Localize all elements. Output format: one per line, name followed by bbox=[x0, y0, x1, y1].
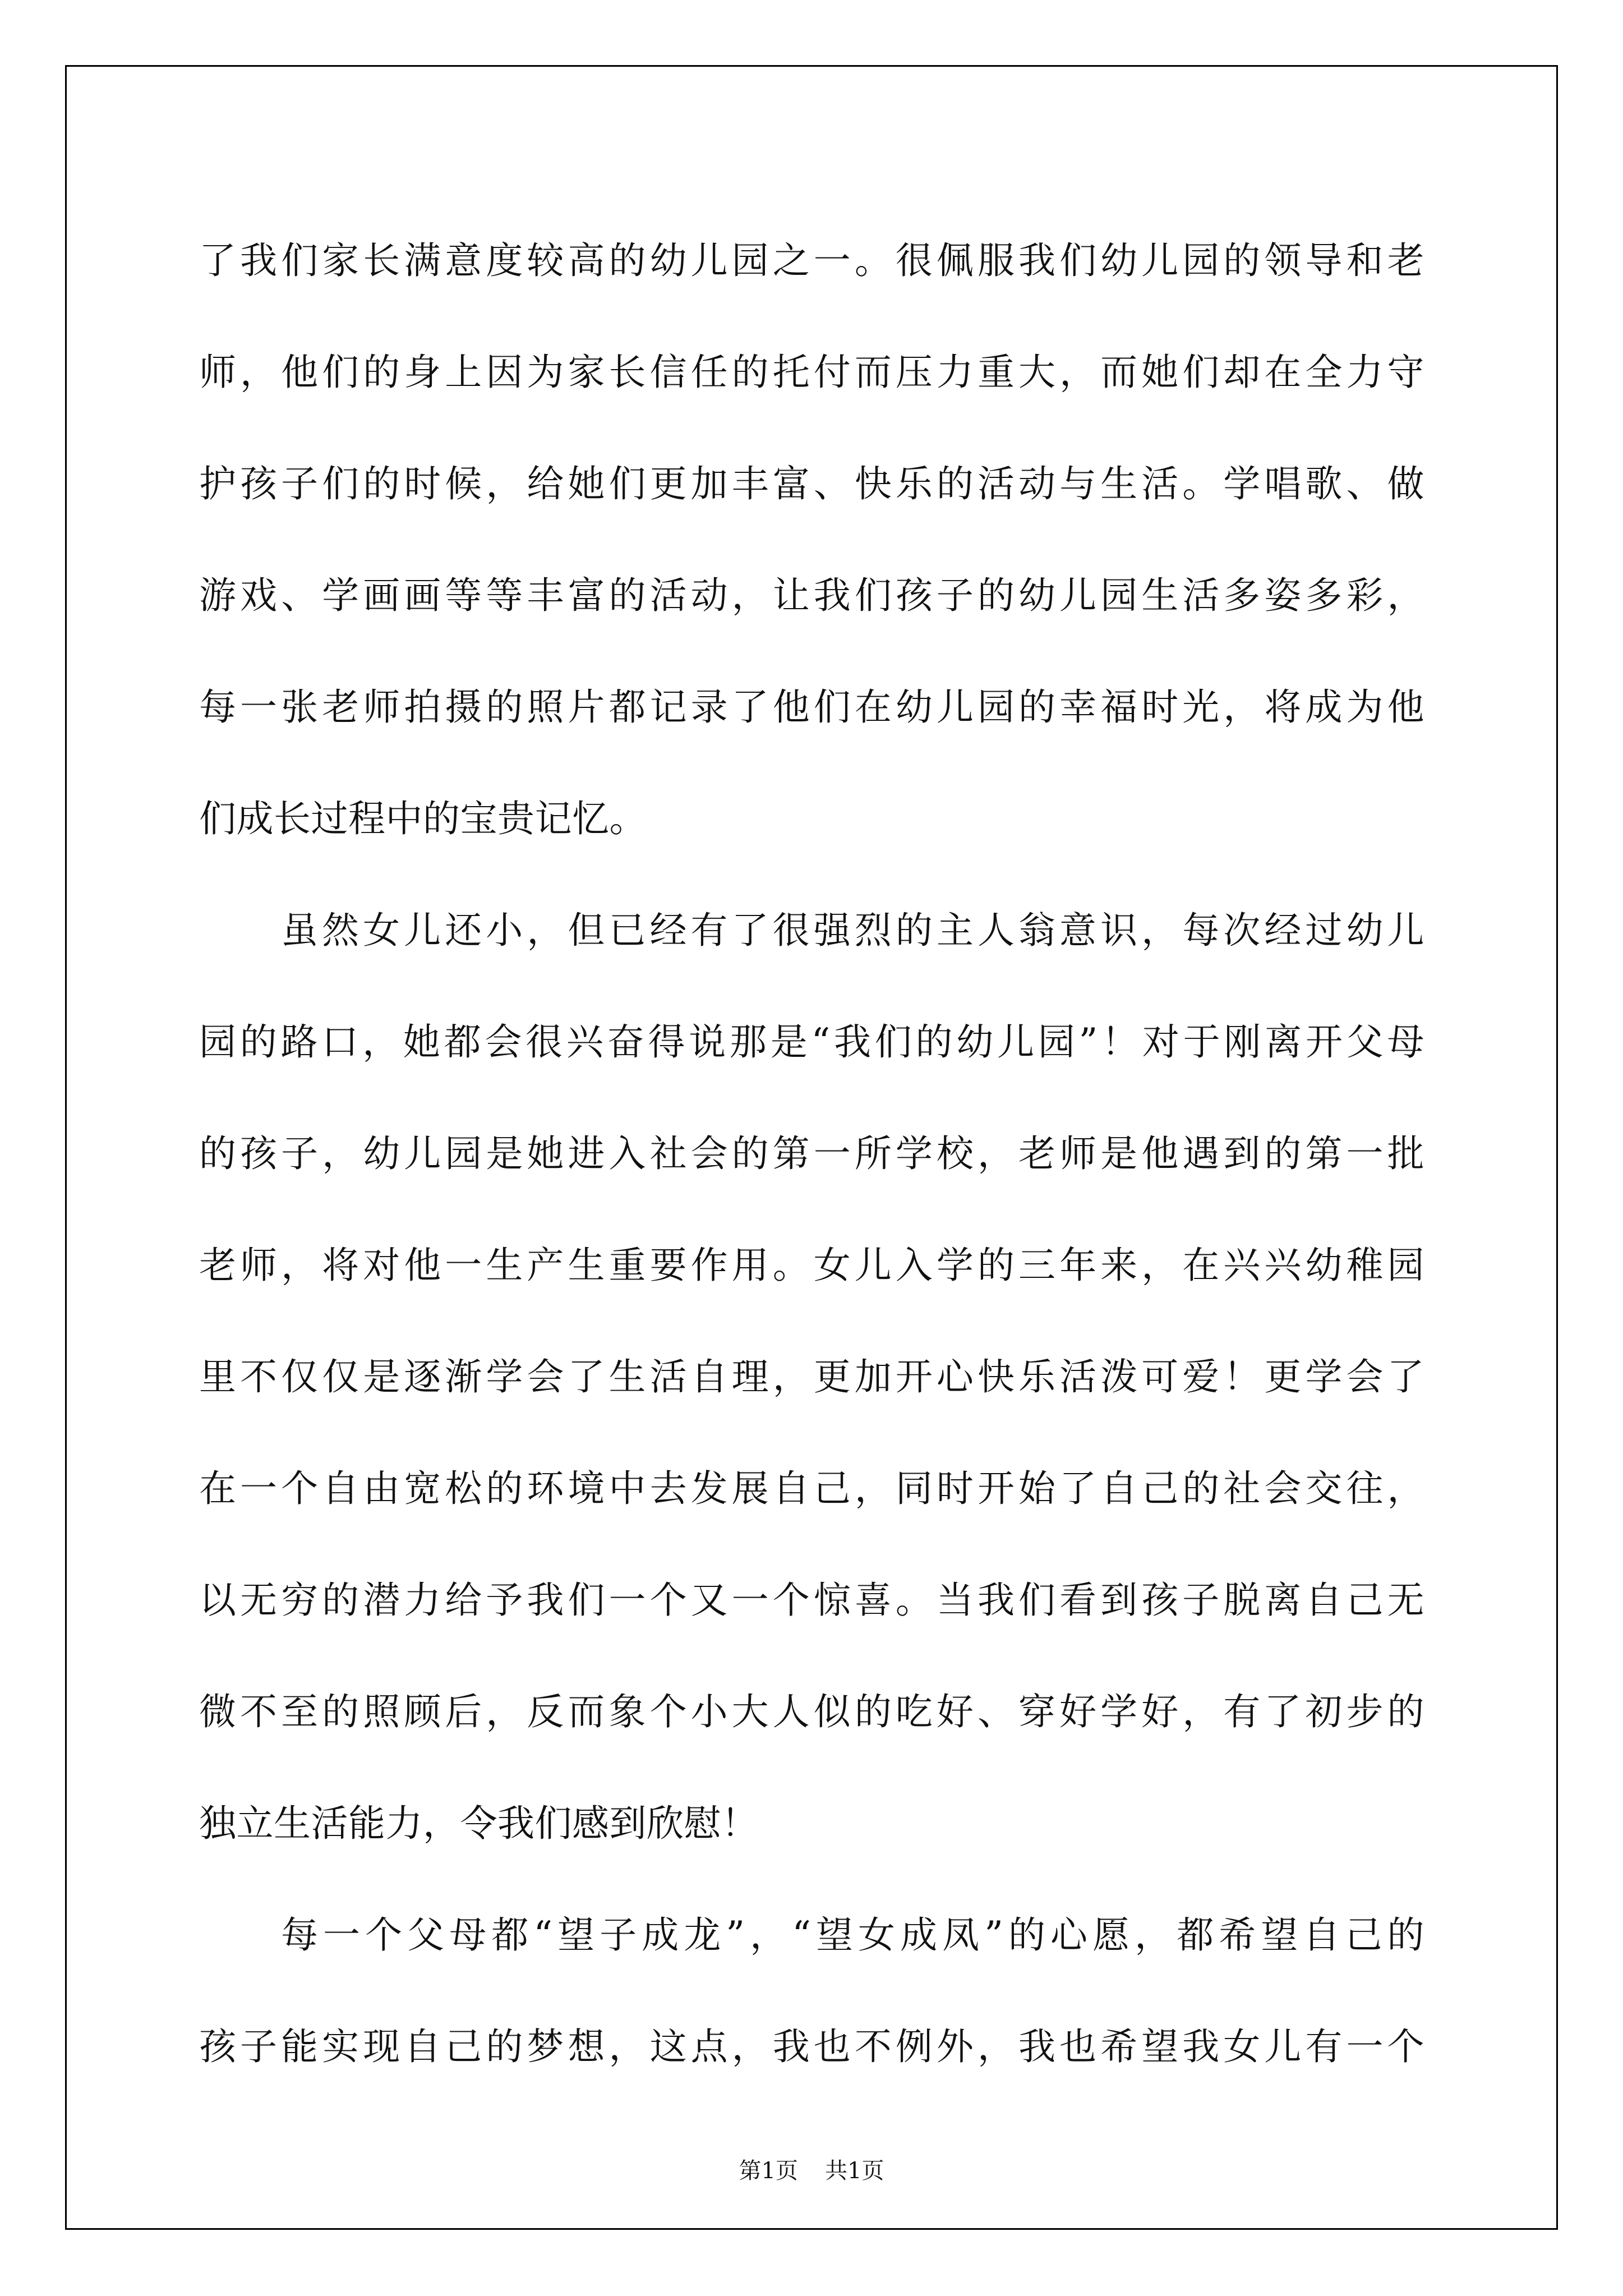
page-footer bbox=[0, 2153, 1623, 2185]
page-total-label: 共1页 bbox=[825, 2158, 884, 2184]
text-line: 老师，将对他一生产生重要作用。女儿入学的三年来，在兴兴幼稚园 bbox=[199, 1244, 1424, 1287]
text-line: 每一个父母都“望子成龙”，“望女成凤”的心愿，都希望自己的 bbox=[281, 1913, 1424, 1957]
text-line: 微不至的照顾后，反而象个小大人似的吃好、穿好学好，有了初步的 bbox=[199, 1690, 1424, 1733]
text-line: 游戏、学画画等等丰富的活动，让我们孩子的幼儿园生活多姿多彩， bbox=[199, 574, 1424, 617]
text-line: 每一张老师拍摄的照片都记录了他们在幼儿园的幸福时光，将成为他 bbox=[199, 685, 1424, 729]
text-line: 里不仅仅是逐渐学会了生活自理，更加开心快乐活泼可爱！更学会了 bbox=[199, 1355, 1424, 1398]
text-line: 师，他们的身上因为家长信任的托付而压力重大，而她们却在全力守 bbox=[199, 351, 1424, 394]
text-line: 以无穷的潜力给予我们一个又一个惊喜。当我们看到孩子脱离自己无 bbox=[199, 1579, 1424, 1622]
text-line: 孩子能实现自己的梦想，这点，我也不例外，我也希望我女儿有一个 bbox=[199, 2025, 1424, 2068]
text-line: 园的路口，她都会很兴奋得说那是“我们的幼儿园”！对于刚离开父母 bbox=[199, 1020, 1424, 1064]
text-line: 的孩子，幼儿园是她进入社会的第一所学校，老师是他遇到的第一批 bbox=[199, 1132, 1424, 1175]
text-line: 们成长过程中的宝贵记忆。 bbox=[199, 797, 647, 840]
text-line: 独立生活能力，令我们感到欣慰！ bbox=[199, 1802, 759, 1845]
text-line: 了我们家长满意度较高的幼儿园之一。很佩服我们幼儿园的领导和老 bbox=[199, 239, 1424, 282]
text-line: 虽然女儿还小，但已经有了很强烈的主人翁意识，每次经过幼儿 bbox=[281, 909, 1424, 952]
text-line: 在一个自由宽松的环境中去发展自己，同时开始了自己的社会交往， bbox=[199, 1467, 1424, 1510]
page-number-label: 第1页 bbox=[739, 2158, 798, 2184]
document-body bbox=[199, 205, 1424, 2102]
text-line: 护孩子们的时候，给她们更加丰富、快乐的活动与生活。学唱歌、做 bbox=[199, 462, 1424, 505]
